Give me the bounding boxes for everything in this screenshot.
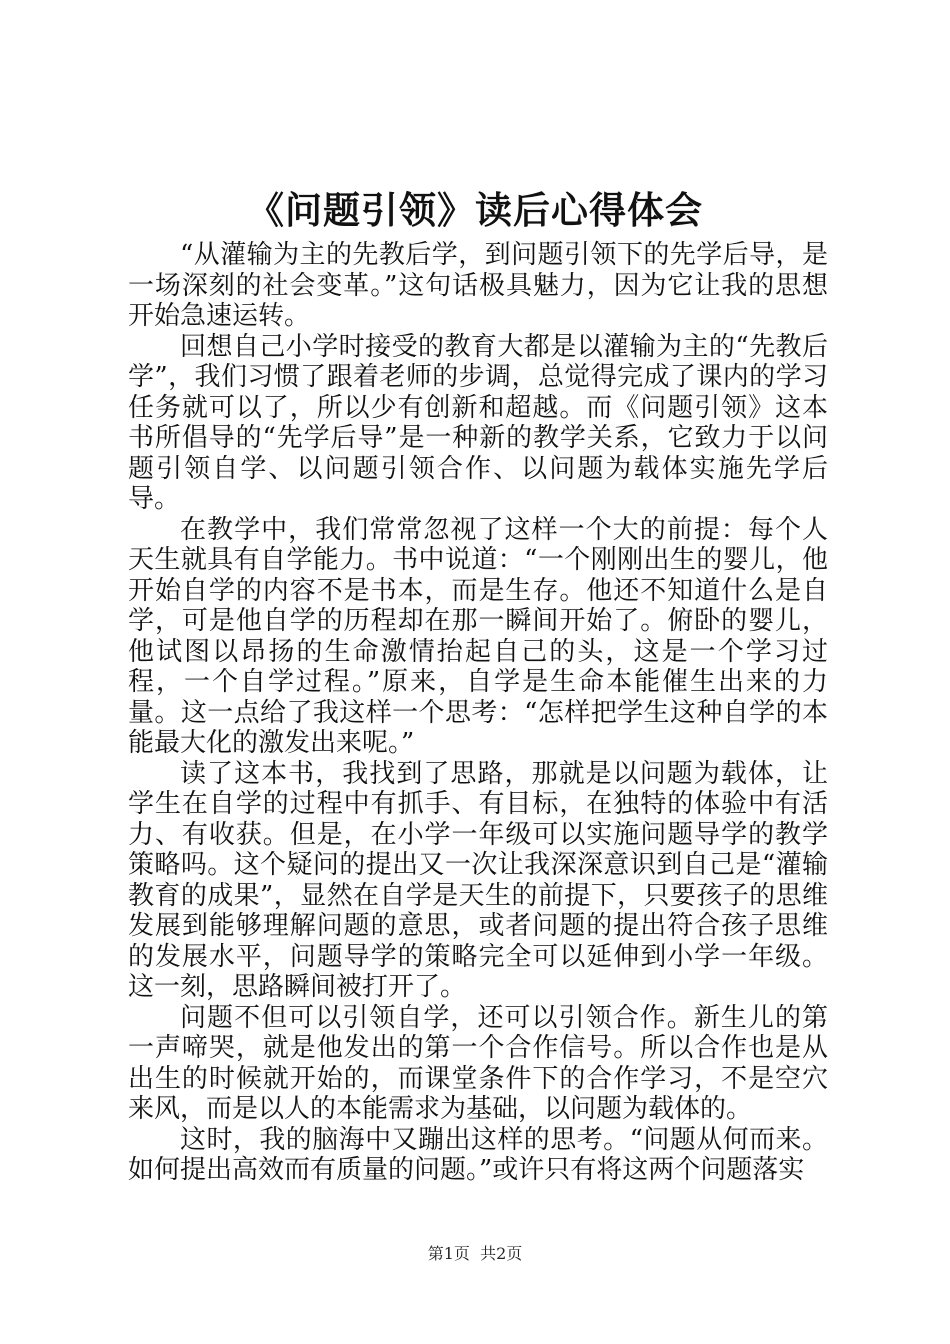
paragraph: 问题不但可以引领自学，还可以引领合作。新生儿的第一声啼哭，就是他发出的第一个合作信号。所以合作也是从出生的时候就开始的，而课堂条件下的合作学习，不是空穴来风，而是以人的本能需求为基础，以问题为载体的。 [128, 1002, 828, 1124]
document-title: 《问题引领》读后心得体会 [247, 188, 703, 232]
document-body [128, 240, 828, 1186]
paragraph: 在教学中，我们常常忽视了这样一个大的前提：每个人天生就具有自学能力。书中说道：“一个刚刚出生的婴儿，他开始自学的内容不是书本，而是生存。他还不知道什么是自学，可是他自学的历程却在那一瞬间开始了。俯卧的婴儿，他试图以昂扬的生命激情抬起自己的头，这是一个学习过程，一个自学过程。”原来，自学是生命本能催生出来的力量。这一点给了我这样一个思考：“怎样把学生这种自学的本能最大化的激发出来呢。” [128, 514, 828, 758]
paragraph: 回想自己小学时接受的教育大都是以灌输为主的“先教后学”，我们习惯了跟着老师的步调，总觉得完成了课内的学习任务就可以了，所以少有创新和超越。而《问题引领》这本书所倡导的“先学后导”是一种新的教学关系，它致力于以问题引领自学、以问题引领合作、以问题为载体实施先学后导。 [128, 331, 828, 514]
paragraph: “从灌输为主的先教后学，到问题引领下的先学后导，是一场深刻的社会变革。”这句话极具魅力，因为它让我的思想开始急速运转。 [128, 240, 828, 331]
page-number: 第1页 共2页 [427, 1244, 523, 1263]
paragraph: 读了这本书，我找到了思路，那就是以问题为载体，让学生在自学的过程中有抓手、有目标，在独特的体验中有活力、有收获。但是，在小学一年级可以实施问题导学的教学策略吗。这个疑问的提出又一次让我深深意识到自己是“灌输教育的成果”，显然在自学是天生的前提下，只要孩子的思维发展到能够理解问题的意思，或者问题的提出符合孩子思维的发展水平，问题导学的策略完全可以延伸到小学一年级。这一刻，思路瞬间被打开了。 [128, 758, 828, 1002]
paragraph: 这时，我的脑海中又蹦出这样的思考。“问题从何而来。如何提出高效而有质量的问题。”或许只有将这两个问题落实 [128, 1124, 828, 1185]
page-footer [0, 1242, 950, 1266]
